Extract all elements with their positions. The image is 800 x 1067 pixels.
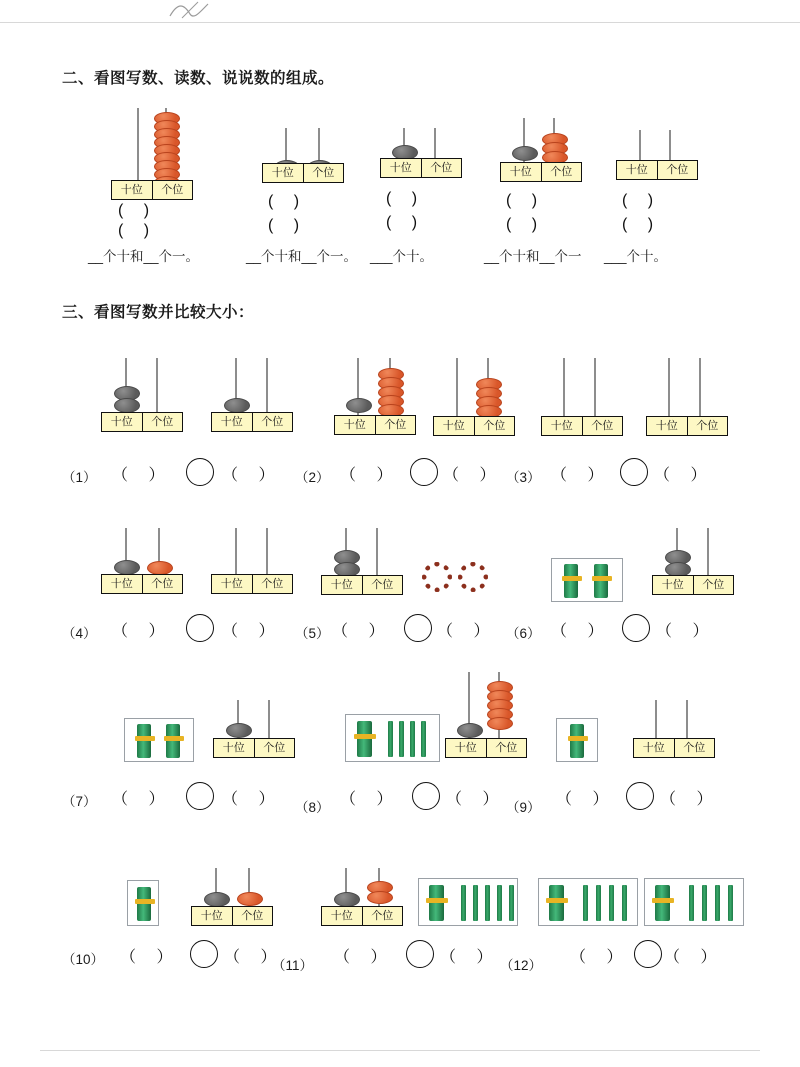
answer-paren-1[interactable]: ( ) [622,192,662,209]
rod-ones [376,528,378,580]
ones-label: 个位 [261,578,284,590]
bundle-box-r3-8 [345,714,440,762]
answer-paren-8-right[interactable]: （ ） [446,791,507,808]
problem-label-3: （3） [506,470,541,485]
stick-bundle-1 [135,887,155,921]
rod-ones [594,358,596,416]
rod-tens [563,358,565,416]
rod-tens [668,358,670,416]
bead-tens-1 [226,723,252,738]
ones-label: 个位 [683,742,706,754]
answer-paren-12-right[interactable]: （ ） [664,949,725,966]
compare-circle-4[interactable] [186,614,214,642]
tens-label: 十位 [212,575,253,593]
place-value-box-s2-5 [616,160,698,180]
answer-paren-3-left[interactable]: （ ） [551,467,612,484]
tens-label: 十位 [322,907,363,925]
answer-paren-4-left[interactable]: （ ） [112,623,173,640]
place-value-box [321,575,403,595]
tens-label: 十位 [263,164,304,182]
bundle-box-r4-12-left [538,878,638,926]
single-stick-2 [473,885,478,921]
answer-paren-5-right[interactable]: （ ） [437,623,498,640]
ones-label: 个位 [151,578,174,590]
bead-tens-1 [204,892,230,907]
single-stick-4 [497,885,502,921]
answer-paren-7-left[interactable]: （ ） [112,791,173,808]
tens-label: 十位 [381,159,422,177]
single-stick-2 [702,885,707,921]
answer-paren-6-left[interactable]: （ ） [551,623,612,640]
tens-label: 十位 [653,576,694,594]
bundle-box-r3-9 [556,718,598,762]
tens-label: 十位 [647,417,688,435]
compare-circle-5[interactable] [404,614,432,642]
tens-label: 十位 [322,576,363,594]
ones-label: 个位 [696,420,719,432]
place-value-box [646,416,728,436]
compose-text-s2-1[interactable]: __个十和__个一。 [88,249,200,264]
single-stick-2 [399,721,404,757]
ones-label: 个位 [702,579,725,591]
problem-label-1: （1） [62,470,97,485]
answer-paren-1[interactable]: ( ) [118,202,158,219]
tens-label: 十位 [542,417,583,435]
single-stick-3 [485,885,490,921]
answer-paren-1[interactable]: ( ) [268,193,308,210]
bundle-box-r4-10 [127,880,159,926]
answer-paren-2[interactable]: ( ) [622,216,662,233]
ones-label: 个位 [371,579,394,591]
ones-label: 个位 [241,910,264,922]
answer-paren-11-left[interactable]: （ ） [334,949,395,966]
answer-paren-2-left[interactable]: （ ） [340,467,401,484]
problem-label-5: （5） [295,626,330,641]
stick-bundle-1 [135,724,155,758]
ones-label: 个位 [312,167,335,179]
ones-label: 个位 [483,420,506,432]
tens-label: 十位 [214,739,255,757]
problem-label-10: （10） [62,952,105,967]
ones-label: 个位 [151,416,174,428]
ones-label: 个位 [263,742,286,754]
stick-bundle-1 [426,885,448,921]
answer-paren-9-right[interactable]: （ ） [660,791,721,808]
answer-paren-1[interactable]: ( ) [506,192,546,209]
stick-bundle-1 [546,885,568,921]
bead-tens-1 [224,398,250,413]
ones-label: 个位 [495,742,518,754]
bead-ones-1 [237,892,263,906]
answer-paren-2[interactable]: ( ) [386,214,426,231]
problem-label-8: （8） [295,800,330,815]
single-stick-3 [715,885,720,921]
compose-text-s2-2[interactable]: __个十和__个一。 [246,249,358,264]
answer-paren-9-left[interactable]: （ ） [556,791,617,808]
tens-label: 十位 [617,161,658,179]
place-value-box [101,574,183,594]
bead-ring-1 [422,562,452,592]
ones-label: 个位 [550,166,573,178]
answer-paren-4-right[interactable]: （ ） [222,623,283,640]
answer-paren-7-right[interactable]: （ ） [222,791,283,808]
problem-label-12: （12） [500,958,543,973]
answer-paren-8-left[interactable]: （ ） [340,791,401,808]
answer-paren-2-right[interactable]: （ ） [443,467,504,484]
compare-circle-1[interactable] [186,458,214,486]
answer-paren-3-right[interactable]: （ ） [654,467,715,484]
single-stick-4 [622,885,627,921]
single-stick-1 [689,885,694,921]
bead-tens-1 [457,723,483,738]
place-value-box-s2-3 [380,158,462,178]
problem-label-11: （11） [272,958,314,973]
stick-bundle-2 [592,564,612,598]
ones-label: 个位 [371,910,394,922]
bead-tens-1 [114,560,140,575]
rod-ones [266,528,268,580]
place-value-box [445,738,527,758]
answer-paren-6-right[interactable]: （ ） [656,623,717,640]
compare-circle-9[interactable] [626,782,654,810]
answer-paren-1-left[interactable]: （ ） [112,467,173,484]
bundle-box-r3-7 [124,718,194,762]
handwriting-scribble [168,0,228,20]
problem-label-6: （6） [506,626,541,641]
bead-tens-1 [346,398,372,413]
tens-label: 十位 [102,575,143,593]
rod-ones [266,358,268,416]
tens-label: 十位 [112,181,153,199]
compare-circle-11[interactable] [406,940,434,968]
stick-bundle-1 [652,885,674,921]
single-stick-1 [583,885,588,921]
bottom-divider [40,1050,760,1051]
rod-ones [707,528,709,580]
tens-label: 十位 [102,413,143,431]
bead-tens-1 [512,146,538,161]
rod-tens [137,108,139,180]
tens-label: 十位 [192,907,233,925]
bundle-box-r2-6 [551,558,623,602]
bead-ones-1 [147,561,173,575]
single-stick-3 [609,885,614,921]
rod-tens [456,358,458,416]
answer-paren-10-right[interactable]: （ ） [224,949,285,966]
compare-circle-12[interactable] [634,940,662,968]
bead-ones-5 [487,717,513,730]
single-stick-1 [461,885,466,921]
ones-label: 个位 [384,419,407,431]
problem-label-9: （9） [506,800,541,815]
answer-paren-12-left[interactable]: （ ） [570,949,631,966]
ones-label: 个位 [161,184,184,196]
single-stick-1 [388,721,393,757]
problem-label-7: （7） [62,794,97,809]
answer-paren-2[interactable]: ( ) [506,216,546,233]
tens-label: 十位 [501,163,542,181]
top-divider [0,22,800,23]
place-value-box [101,412,183,432]
ones-label: 个位 [591,420,614,432]
rod-ones [699,358,701,416]
place-value-box-s2-2 [262,163,344,183]
single-stick-4 [421,721,426,757]
bundle-box-r4-11 [418,878,518,926]
place-value-box [334,415,416,435]
tens-label: 十位 [434,417,475,435]
compare-circle-7[interactable] [186,782,214,810]
compare-circle-3[interactable] [620,458,648,486]
tens-label: 十位 [634,739,675,757]
tens-label: 十位 [212,413,253,431]
answer-paren-11-right[interactable]: （ ） [440,949,501,966]
bead-tens-2 [114,398,140,413]
place-value-box [433,416,515,436]
single-stick-2 [596,885,601,921]
tens-label: 十位 [335,416,376,434]
place-value-box [211,412,293,432]
bundle-box-r4-12-right [644,878,744,926]
single-stick-5 [509,885,514,921]
stick-bundle-1 [568,724,588,758]
answer-paren-2[interactable]: ( ) [268,217,308,234]
answer-paren-1-right[interactable]: （ ） [222,467,283,484]
stick-bundle-2 [164,724,184,758]
bead-ones-2 [367,891,393,904]
answer-paren-10-left[interactable]: （ ） [120,949,181,966]
rod-tens [235,528,237,580]
compare-circle-6[interactable] [622,614,650,642]
place-value-box-s2-1 [111,180,193,200]
problem-label-4: （4） [62,626,97,641]
compare-circle-8[interactable] [412,782,440,810]
place-value-box [213,738,295,758]
answer-paren-1[interactable]: ( ) [386,190,426,207]
compose-text-s2-4[interactable]: __个十和__个一 [484,249,582,264]
compare-circle-2[interactable] [410,458,438,486]
problem-label-2: （2） [295,470,330,485]
tens-label: 十位 [446,739,487,757]
answer-paren-5-left[interactable]: （ ） [332,623,393,640]
ones-label: 个位 [666,164,689,176]
place-value-box [211,574,293,594]
place-value-box-s2-4 [500,162,582,182]
place-value-box [191,906,273,926]
rod-ones [156,358,158,416]
bead-ring-2 [458,562,488,592]
place-value-box [541,416,623,436]
section-2-title: 二、看图写数、读数、说说数的组成。 [62,70,335,87]
compare-circle-10[interactable] [190,940,218,968]
bead-tens-1 [334,892,360,907]
compose-text-s2-3[interactable]: ___个十。 [370,249,434,264]
place-value-box [652,575,734,595]
place-value-box [321,906,403,926]
ones-label: 个位 [430,162,453,174]
ones-label: 个位 [261,416,284,428]
stick-bundle-1 [562,564,582,598]
section-3-title: 三、看图写数并比较大小： [62,304,255,321]
compose-text-s2-5[interactable]: ___个十。 [604,249,668,264]
place-value-box [633,738,715,758]
single-stick-4 [728,885,733,921]
single-stick-3 [410,721,415,757]
answer-paren-2[interactable]: ( ) [118,222,158,239]
stick-bundle-1 [354,721,376,757]
